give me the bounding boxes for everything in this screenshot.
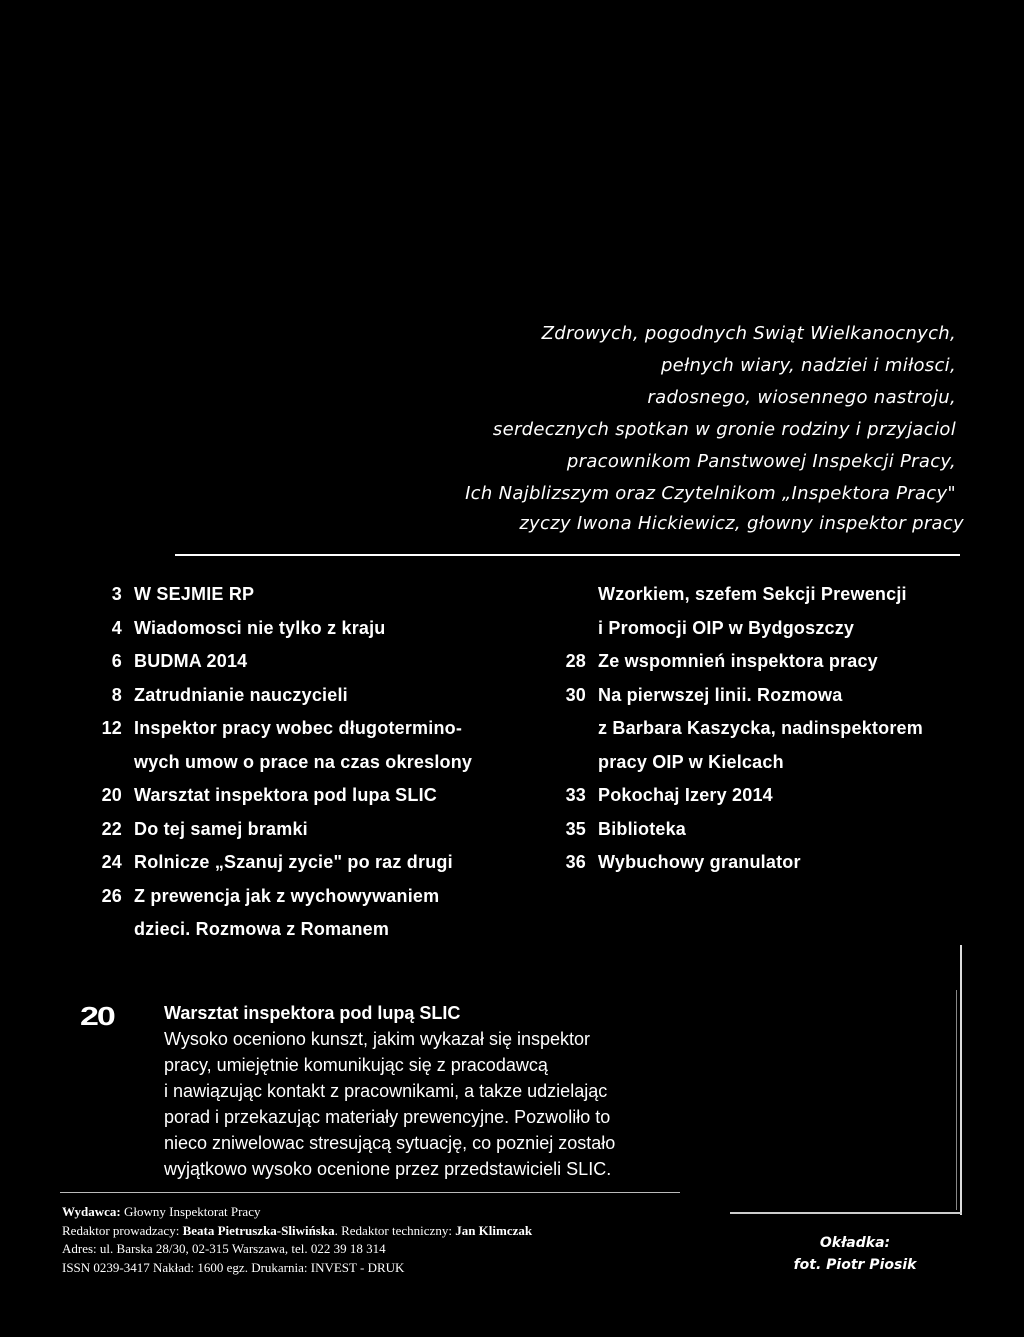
toc-page-number: 26 bbox=[101, 885, 122, 906]
toc-entry[interactable] bbox=[80, 712, 550, 746]
toc-title: Rolnicze „Szanuj zycie" po raz drugi bbox=[134, 852, 453, 872]
toc-title: z Barbara Kaszycka, nadinspektorem bbox=[598, 718, 923, 738]
decorative-horizontal-line bbox=[730, 1212, 962, 1214]
toc-title: Zatrudnianie nauczycieli bbox=[134, 684, 348, 705]
toc-title: Do tej samej bramki bbox=[134, 818, 308, 839]
toc-entry-continuation[interactable] bbox=[544, 746, 984, 780]
toc-title: Biblioteka bbox=[598, 818, 687, 839]
toc-entry-continuation[interactable] bbox=[80, 746, 550, 780]
toc-title: Wzorkiem, szefem Sekcji Prewencji bbox=[598, 584, 907, 604]
toc-entry[interactable] bbox=[80, 880, 550, 914]
toc-title: i Promocji OIP w Bydgoszczy bbox=[598, 617, 855, 638]
toc-title: Na pierwszej linii. Rozmowa bbox=[598, 684, 843, 705]
toc-title: Ze wspomnień inspektora pracy bbox=[598, 651, 878, 671]
toc-title: BUDMA 2014 bbox=[134, 651, 248, 671]
publisher-label: Wydawca: bbox=[62, 1204, 121, 1219]
teaser-title: Warsztat inspektora pod lupą SLIC bbox=[164, 1003, 461, 1023]
imprint-publisher bbox=[62, 1203, 702, 1222]
toc-title: pracy OIP w Kielcach bbox=[598, 751, 784, 772]
publisher-name: Głowny Inspektorat Pracy bbox=[124, 1204, 261, 1219]
teaser-line: wyjątkowo wysoko ocenione przez przedstawicieli SLIC. bbox=[164, 1159, 612, 1179]
toc-entry[interactable] bbox=[80, 645, 550, 679]
toc-entry[interactable] bbox=[544, 846, 984, 880]
toc-page-number: 12 bbox=[101, 718, 122, 738]
signature-divider bbox=[175, 554, 960, 556]
cover-label: Okładka: bbox=[819, 1235, 891, 1251]
toc-page-number: 4 bbox=[111, 617, 122, 638]
toc-entry-continuation[interactable] bbox=[544, 578, 984, 612]
toc-page-number bbox=[544, 746, 586, 780]
imprint-issn: ISSN 0239-3417 Nakład: 1600 egz. Drukarnia: INVEST - DRUK bbox=[62, 1259, 405, 1275]
toc-title: wych umow o prace na czas okreslony bbox=[134, 751, 473, 772]
toc-page-number bbox=[544, 578, 586, 612]
toc-title: Wybuchowy granulator bbox=[598, 852, 801, 872]
teaser-line: pracy, umiejętnie komunikując się z pracodawcą bbox=[164, 1055, 548, 1075]
toc-page-number: 8 bbox=[111, 684, 122, 705]
toc-page-number: 6 bbox=[111, 651, 122, 671]
greeting-line: radosnego, wiosennego nastroju, bbox=[647, 387, 956, 408]
toc-entry[interactable] bbox=[80, 578, 550, 612]
editor-name: Beata Pietruszka-Sliwińska bbox=[182, 1222, 335, 1238]
imprint-editors: Redaktor prowadzacy: Beata Pietruszka-Sliwińska. Redaktor techniczny: Jan Klimczak bbox=[62, 1222, 533, 1238]
toc-entry[interactable] bbox=[80, 813, 550, 847]
greeting-line: Zdrowych, pogodnych Swiąt Wielkanocnych, bbox=[541, 323, 956, 344]
toc-title: Wiadomosci nie tylko z kraju bbox=[134, 617, 386, 638]
toc-title: Z prewencja jak z wychowywaniem bbox=[134, 885, 440, 906]
toc-title: Inspektor pracy wobec długotermino- bbox=[134, 718, 463, 738]
toc-page-number: 33 bbox=[565, 785, 586, 805]
greeting-line: serdecznych spotkan w gronie rodziny i przyjaciol bbox=[492, 419, 956, 440]
toc-page-number bbox=[80, 913, 122, 947]
imprint-address: Adres: ul. Barska 28/30, 02-315 Warszawa, tel. 022 39 18 314 bbox=[62, 1241, 386, 1256]
teaser-line: porad i przekazując materiały prewencyjne. Pozwoliło to bbox=[164, 1107, 611, 1127]
toc-page-number: 24 bbox=[101, 852, 122, 872]
toc-title: Warsztat inspektora pod lupa SLIC bbox=[134, 785, 437, 805]
toc-page-number bbox=[544, 612, 586, 646]
greeting-line: pracownikom Panstwowej Inspekcji Pracy, bbox=[566, 451, 956, 472]
cover-photo-credit: fot. Piotr Piosik bbox=[793, 1257, 917, 1273]
toc-title: W SEJMIE RP bbox=[134, 584, 255, 604]
teaser-line: nieco zniwelowac stresującą sytuację, co pozniej zostało bbox=[164, 1133, 616, 1153]
greeting-signature: zyczy Iwona Hickiewicz, głowny inspektor pracy bbox=[519, 513, 964, 534]
toc-page-number: 3 bbox=[111, 584, 122, 604]
toc-entry-continuation[interactable] bbox=[544, 712, 984, 746]
tech-editor-label: Redaktor techniczny: bbox=[341, 1222, 452, 1238]
greeting-line: Ich Najblizszym oraz Czytelnikom „Inspektora Pracy" bbox=[465, 483, 956, 504]
cover-credit bbox=[760, 1232, 950, 1276]
teaser-page-number: 20 bbox=[80, 1002, 114, 1031]
teaser-line: Wysoko oceniono kunszt, jakim wykazał się inspektor bbox=[164, 1029, 591, 1049]
toc-page-number: 28 bbox=[565, 651, 586, 671]
toc-right-column bbox=[544, 578, 984, 880]
editor-label: Redaktor prowadzacy: bbox=[62, 1222, 180, 1238]
toc-page-number: 22 bbox=[101, 818, 122, 839]
toc-entry[interactable] bbox=[80, 612, 550, 646]
toc-entry[interactable] bbox=[544, 813, 984, 847]
toc-page-number: 36 bbox=[565, 852, 586, 872]
toc-entry[interactable] bbox=[544, 645, 984, 679]
tech-editor-name: Jan Klimczak bbox=[455, 1222, 533, 1238]
imprint-block bbox=[62, 1203, 702, 1277]
decorative-vertical-line-thin bbox=[956, 990, 957, 1210]
toc-entry[interactable] bbox=[544, 679, 984, 713]
greeting-text bbox=[340, 318, 956, 510]
toc-entry-continuation[interactable] bbox=[544, 612, 984, 646]
toc-title: dzieci. Rozmowa z Romanem bbox=[134, 919, 390, 939]
toc-title: Pokochaj Izery 2014 bbox=[598, 785, 773, 805]
imprint-divider bbox=[60, 1192, 680, 1193]
teaser-line: i nawiązując kontakt z pracownikami, a takze udzielając bbox=[164, 1081, 608, 1101]
toc-left-column bbox=[80, 578, 550, 947]
toc-entry-continuation[interactable] bbox=[80, 913, 550, 947]
toc-entry[interactable] bbox=[80, 846, 550, 880]
toc-entry[interactable] bbox=[544, 779, 984, 813]
toc-page-number: 35 bbox=[565, 818, 586, 839]
toc-entry[interactable] bbox=[80, 679, 550, 713]
decorative-vertical-line bbox=[960, 945, 962, 1215]
featured-article-teaser[interactable] bbox=[164, 1000, 724, 1182]
toc-page-number bbox=[544, 712, 586, 746]
toc-entry[interactable] bbox=[80, 779, 550, 813]
toc-page-number: 30 bbox=[565, 684, 586, 705]
toc-page-number bbox=[80, 746, 122, 780]
toc-page-number: 20 bbox=[101, 785, 122, 805]
greeting-line: pełnych wiary, nadziei i miłosci, bbox=[660, 355, 956, 376]
